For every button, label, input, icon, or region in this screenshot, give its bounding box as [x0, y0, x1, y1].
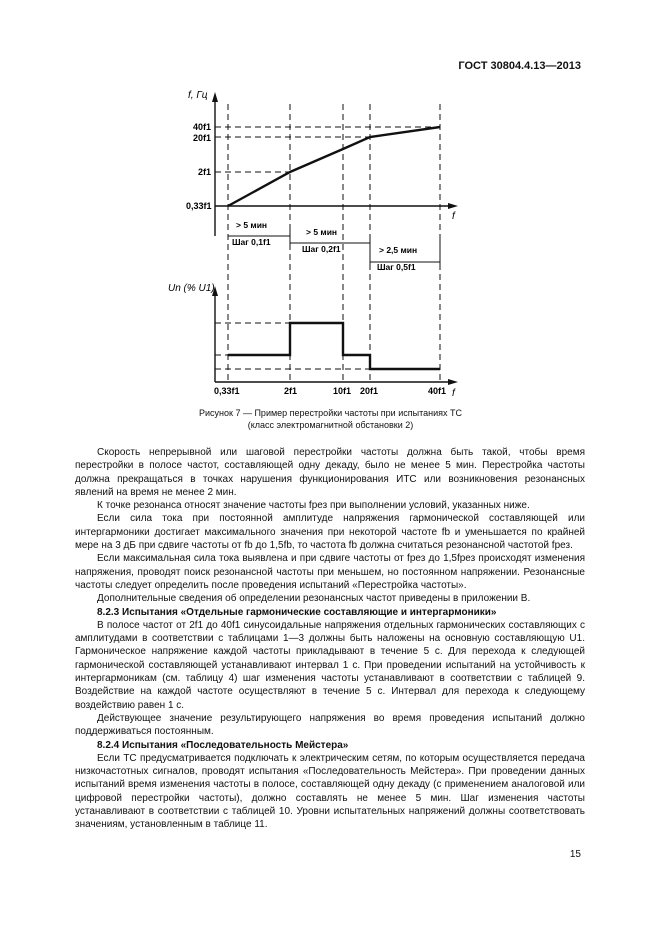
xtick-20f1: 20f1: [360, 386, 379, 396]
sweep-curve: [228, 127, 440, 206]
upper-x-axis-label: f: [452, 211, 455, 222]
segment-1-duration: > 5 мин: [236, 220, 268, 230]
upper-y-axis-label: f, Гц: [188, 90, 208, 101]
lower-y-axis-label: Un (% U1): [168, 283, 215, 294]
paragraph-annex-reference: Дополнительные сведения об определении резонансных частот приведены в приложении В.: [97, 593, 531, 605]
segment-3-step: Шаг 0,5f1: [377, 262, 416, 272]
lower-x-arrow: [448, 379, 458, 385]
paragraph-harmonics-test: В полосе частот от 2f1 до 40f1 синусоидальные напряжения отдельных гармонических составляющих с амплитудами в соответствии с таблицами 1—3 должны быть наложены на основную составляющую U1. Гармоническое напряжение каждой частоты прикладывают в течение 5 с. Для перехода к следующей гармонической составляющей устанавливают интервал 1 с. При проведении испытаний на устойчивость к интергармоникам (см. таблицу 4) шаг изменения частоты устанавливают в соответствии с таблицей 9. Воздействие на каждой частоте осуществляют в течение 5 с. Интервал для перехода к следующему воздействию равен 1 с.: [75, 619, 585, 711]
tick-033f1: 0,33f1: [186, 201, 212, 211]
page-number: 15: [569, 849, 581, 860]
segment-3-duration: > 2,5 мин: [379, 245, 418, 255]
body-text: [75, 446, 585, 832]
tick-2f1: 2f1: [198, 167, 212, 177]
xtick-2f1: 2f1: [284, 386, 298, 396]
level-step-curve: [228, 323, 440, 369]
tick-20f1: 20f1: [193, 133, 212, 143]
paragraph-rms-voltage: Действующее значение результирующего напряжения во время проведения испытаний должно поддерживаться постоянным.: [75, 712, 585, 738]
standard-number: ГОСТ 30804.4.13—2013: [458, 60, 581, 72]
figure-caption: [60, 407, 601, 431]
segment-2-step: Шаг 0,2f1: [302, 244, 341, 254]
segment-1-step: Шаг 0,1f1: [232, 237, 271, 247]
paragraph-resonance-search: Если максимальная сила тока выявлена и при сдвиге частоты от fрез до 1,5fрез происходят изменения напряжения, проводят поиск резонансной частоты при меньшем, но постоянном напряжении. Резонансные частоты следует определить после проведения испытаний «Перестройка частоты».: [75, 553, 585, 591]
xtick-10f1: 10f1: [333, 386, 352, 396]
paragraph-resonance-current: Если сила тока при постоянной амплитуде напряжения гармонической составляющей или интергармоники достигает максимального значения при некоторой частоте fb и уменьшается по крайней мере на 3 дБ при сдвиге частоты от fb до 1,5fb, то частота fb должна считаться резонансной частотой fрез.: [75, 513, 585, 552]
paragraph-meister-test: Если ТС предусматривается подключать к электрическим сетям, по которым осуществляется передача низкочастотных сигналов, проводят испытания «Последовательность Мейстера». При проведении данных испытаний время изменения частоты в полосе, составляющей одну декаду (с применением аналоговой или цифровой перестройки частоты), должно составлять не менее 5 мин. Шаг изменения частоты устанавливают в соответствии с таблицей 10. Уровни испытательных напряжений должны соответствовать значениям, установленным в таблице 11.: [75, 752, 585, 831]
caption-line-2: (класс электромагнитной обстановки 2): [247, 420, 414, 430]
xtick-40f1: 40f1: [428, 386, 447, 396]
upper-x-arrow: [448, 203, 458, 209]
frequency-sweep-figure: [0, 0, 661, 405]
section-heading-8-2-3: 8.2.3 Испытания «Отдельные гармонические составляющие и интергармоники»: [97, 606, 497, 618]
segment-2-duration: > 5 мин: [306, 227, 338, 237]
lower-x-axis-label: f: [452, 388, 455, 399]
caption-line-1: Рисунок 7 — Пример перестройки частоты при испытаниях ТС: [199, 408, 462, 418]
tick-40f1: 40f1: [193, 122, 212, 132]
paragraph-sweep-rate: Скорость непрерывной или шаговой перестройки частоты должна быть такой, чтобы время перестройки в полосе частот, составляющей одну декаду, было не менее 5 мин. Перестройка частоты должна прекращаться в точках нарушения функционирования ИТС или возникновения резонансных явлений на время не менее 2 мин.: [75, 447, 585, 498]
upper-y-arrow: [212, 92, 218, 102]
xtick-033f1: 0,33f1: [214, 386, 240, 396]
section-heading-8-2-4: 8.2.4 Испытания «Последовательность Мейстера»: [97, 739, 349, 751]
paragraph-resonance-point: К точке резонанса относят значение частоты fрез при выполнении условий, указанных ниже.: [97, 500, 530, 512]
